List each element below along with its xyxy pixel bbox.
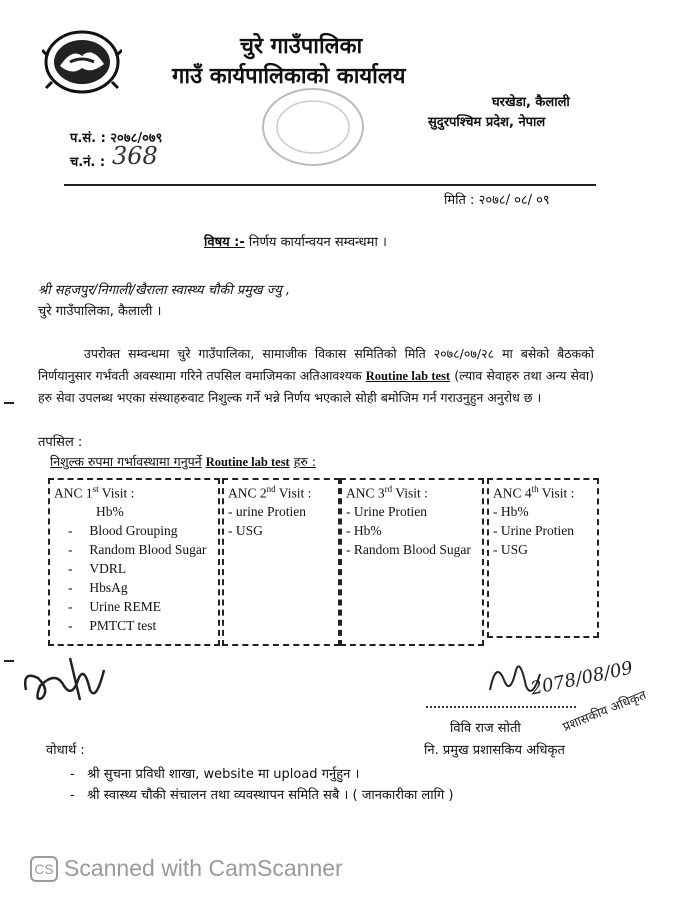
- letter-date: मिति : २०७८/ ०८/ ०९: [444, 193, 550, 208]
- addressee-line-2: चुरे गाउँपालिका, कैलाली ।: [38, 304, 162, 319]
- body-paragraph: [38, 343, 594, 409]
- camscanner-logo: CS: [30, 856, 58, 882]
- left-signature-icon: [20, 650, 110, 710]
- handwritten-date: 2078/08/09: [528, 657, 635, 700]
- anc-visit-1-header: ANC 1st Visit :: [54, 484, 135, 501]
- cc-item-2: - श्री स्वास्थ्य चौकी संचालन तथा व्यवस्थापन समिति सबै । ( जानकारीका लागि ): [70, 788, 454, 803]
- list-item: - VDRL: [68, 561, 127, 576]
- list-item: - urine Protien: [228, 504, 306, 519]
- details-label: तपसिल :: [38, 435, 83, 450]
- header-divider: [64, 184, 596, 186]
- list-item: - PMTCT test: [68, 618, 157, 633]
- signature-line: [426, 706, 576, 708]
- municipality-name: चुरे गाउँपालिका: [240, 34, 363, 59]
- anc-visit-2-box: [222, 478, 340, 646]
- list-item: - Random Blood Sugar: [346, 542, 471, 557]
- cc-label: वोधार्थ :: [46, 743, 85, 758]
- address-line-2: सुदुरपश्चिम प्रदेश, नेपाल: [428, 115, 546, 130]
- table-title-post: हरु :: [293, 454, 317, 469]
- camscanner-text: Scanned with CamScanner: [64, 855, 343, 881]
- body-bold-term: Routine lab test: [365, 368, 451, 383]
- office-name: गाउँ कार्यपालिकाको कार्यालय: [172, 64, 406, 89]
- list-item: - USG: [228, 523, 263, 538]
- table-title: [50, 453, 316, 470]
- list-item: Hb%: [96, 504, 124, 519]
- anc-visit-1-box: [48, 478, 220, 646]
- dispatch-number: 368: [112, 142, 158, 170]
- list-item: - Urine Protien: [493, 523, 574, 538]
- margin-mark: [4, 660, 14, 662]
- list-item: - Urine Protien: [346, 504, 427, 519]
- list-item: - Random Blood Sugar: [68, 542, 207, 557]
- body-text-2: (ल्याव सेवाहरु तथा अन्य सेवा) हरु सेवा उपलब्ध भएका संस्थाहरुवाट निशुल्क गर्ने भन्ने निर्णय भएकाले सोही बमोजिम गर्न गराउनुहुन अनुरोध छ ।: [38, 367, 594, 405]
- camscanner-watermark: [30, 855, 343, 882]
- address-line-1: घरखेडा, कैलाली: [492, 95, 570, 110]
- anc-visit-3-box: [340, 478, 484, 646]
- subject-text: निर्णय कार्यान्वयन सम्वन्धमा ।: [248, 235, 387, 250]
- cc-item-1: - श्री सुचना प्रविधी शाखा, website मा upload गर्नुहुन ।: [70, 767, 360, 782]
- handwritten-note: प्रशासकीय अधिकृत: [560, 686, 649, 735]
- subject-label: विषय :-: [204, 235, 245, 250]
- letter-reference: प.सं. : २०७८/०७९: [70, 131, 163, 146]
- list-item: - Hb%: [493, 504, 529, 519]
- list-item: - Blood Grouping: [68, 523, 178, 538]
- list-item: - USG: [493, 542, 528, 557]
- dispatch-label: च.नं. :: [70, 155, 106, 170]
- anc-visit-2-header: ANC 2nd Visit :: [228, 484, 312, 501]
- list-item: - HbsAg: [68, 580, 128, 595]
- anc-visit-4-box: [487, 478, 599, 638]
- signatory-name: विवि राज सोती: [450, 721, 521, 736]
- list-item: - Urine REME: [68, 599, 161, 614]
- table-title-pre: निशुल्क रुपमा गर्भावस्थामा गनुपर्ने: [50, 454, 202, 469]
- subject-line: [204, 232, 387, 250]
- anc-visit-4-header: ANC 4th Visit :: [493, 484, 575, 501]
- addressee-line-1: श्री सहजपुर/निगाली/खैराला स्वास्थ्य चौकी प्रमुख ज्यु ,: [38, 283, 291, 298]
- table-title-bold: Routine lab test: [205, 455, 290, 469]
- office-seal-icon: [258, 85, 368, 170]
- municipality-emblem-icon: [42, 26, 122, 96]
- list-item: - Hb%: [346, 523, 382, 538]
- signatory-title: नि. प्रमुख प्रशासकिय अधिकृत: [424, 743, 565, 758]
- margin-mark: [4, 402, 14, 404]
- anc-visit-3-header: ANC 3rd Visit :: [346, 484, 428, 501]
- body-text-1: उपरोक्त सम्वन्धमा चुरे गाउँपालिका, सामाजीक विकास समितिको मिति २०७८/०७/२८ मा बसेको बैठकको निर्णयानुसार गर्भवती अवस्थामा गरिने तपसिल वमाजिमका अतिआवश्यक: [38, 346, 594, 383]
